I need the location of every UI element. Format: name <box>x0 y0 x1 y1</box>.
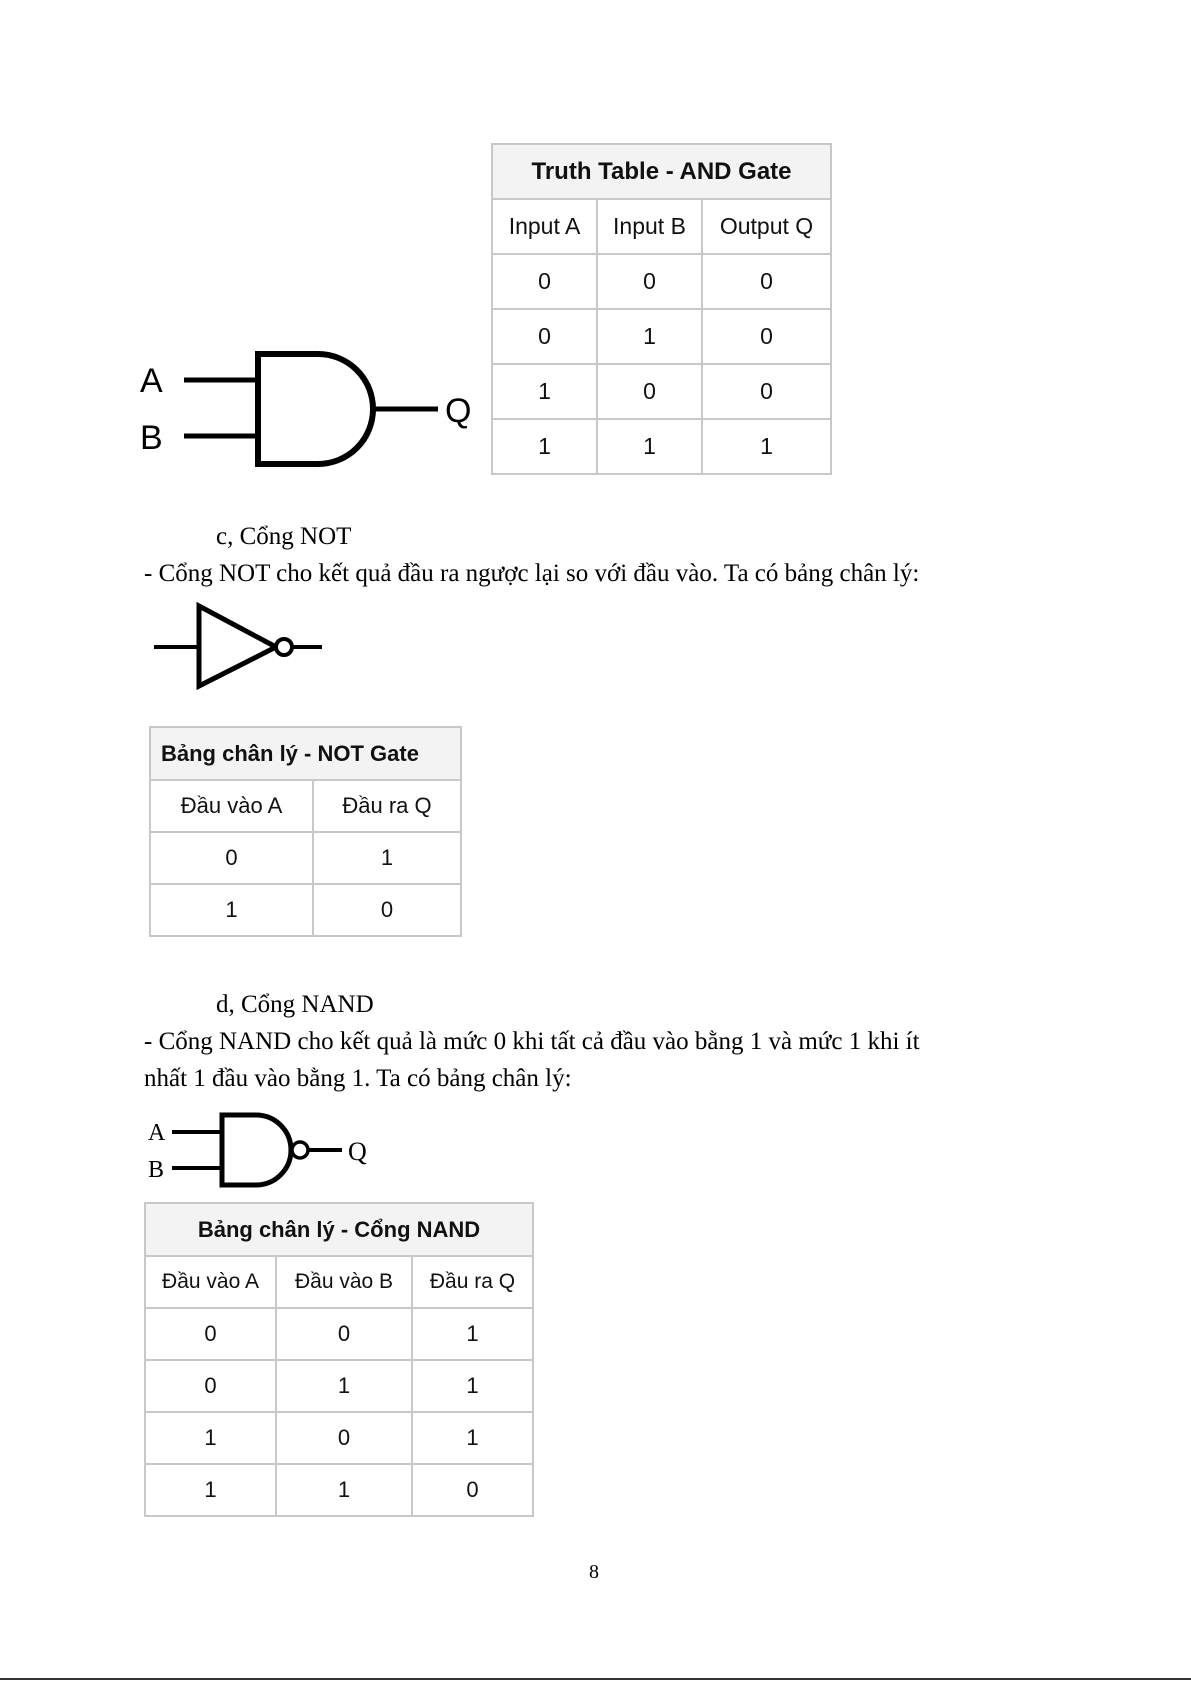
and-table-header: Input B <box>597 199 702 254</box>
table-cell: 0 <box>412 1464 533 1516</box>
table-cell: 0 <box>597 254 702 309</box>
and-gate-label-q: Q <box>445 392 472 430</box>
nand-gate-icon <box>148 1110 378 1196</box>
section-not-heading: c, Cổng NOT <box>216 523 352 550</box>
table-cell: 0 <box>702 309 831 364</box>
nand-truth-table <box>144 1202 534 1517</box>
table-row <box>492 419 831 474</box>
table-row <box>150 884 461 936</box>
and-gate-label-b: B <box>140 419 163 457</box>
table-cell: 1 <box>492 364 597 419</box>
table-row <box>145 1412 533 1464</box>
table-cell: 0 <box>313 884 461 936</box>
table-cell: 1 <box>150 884 313 936</box>
table-cell: 0 <box>597 364 702 419</box>
nand-gate-label-q: Q <box>348 1137 367 1166</box>
table-cell: 0 <box>145 1360 276 1412</box>
table-cell: 1 <box>412 1360 533 1412</box>
nand-gate-label-a: A <box>148 1120 166 1146</box>
table-row <box>492 254 831 309</box>
section-nand-description-2: nhất 1 đầu vào bằng 1. Ta có bảng chân lý: <box>144 1065 572 1092</box>
not-table-header: Đầu ra Q <box>313 780 461 832</box>
table-row <box>150 832 461 884</box>
table-cell: 0 <box>702 254 831 309</box>
not-truth-table <box>149 726 462 937</box>
table-cell: 1 <box>145 1412 276 1464</box>
table-cell: 1 <box>597 419 702 474</box>
table-cell: 1 <box>313 832 461 884</box>
not-table-header: Đầu vào A <box>150 780 313 832</box>
not-gate-icon <box>150 600 330 692</box>
table-cell: 0 <box>150 832 313 884</box>
table-cell: 1 <box>276 1360 412 1412</box>
and-table-title: Truth Table - AND Gate <box>492 144 831 199</box>
section-not-description: - Cổng NOT cho kết quả đầu ra ngược lại so với đầu vào. Ta có bảng chân lý: <box>144 560 920 587</box>
page-bottom-divider <box>0 1678 1191 1680</box>
table-cell: 1 <box>276 1464 412 1516</box>
table-cell: 0 <box>276 1308 412 1360</box>
and-gate-label-a: A <box>140 362 163 400</box>
section-nand-heading: d, Cổng NAND <box>216 991 374 1018</box>
table-cell: 1 <box>412 1308 533 1360</box>
page-number: 8 <box>589 1561 599 1583</box>
table-row <box>492 364 831 419</box>
table-row <box>145 1360 533 1412</box>
and-table-header: Input A <box>492 199 597 254</box>
table-cell: 0 <box>276 1412 412 1464</box>
table-cell: 0 <box>702 364 831 419</box>
table-cell: 1 <box>492 419 597 474</box>
nand-table-title: Bảng chân lý - Cổng NAND <box>145 1203 533 1256</box>
table-cell: 1 <box>597 309 702 364</box>
section-nand-description-1: - Cổng NAND cho kết quả là mức 0 khi tất cả đầu vào bằng 1 và mức 1 khi ít <box>144 1028 920 1055</box>
nand-table-header: Đầu vào A <box>145 1256 276 1308</box>
table-cell: 0 <box>492 309 597 364</box>
nand-table-header: Đầu ra Q <box>412 1256 533 1308</box>
table-cell: 1 <box>702 419 831 474</box>
not-table-title: Bảng chân lý - NOT Gate <box>150 727 461 780</box>
nand-table-header: Đầu vào B <box>276 1256 412 1308</box>
and-gate-icon <box>140 340 480 480</box>
table-cell: 1 <box>145 1464 276 1516</box>
table-row <box>492 309 831 364</box>
table-cell: 1 <box>412 1412 533 1464</box>
table-cell: 0 <box>145 1308 276 1360</box>
table-row <box>145 1308 533 1360</box>
table-cell: 0 <box>492 254 597 309</box>
and-table-header: Output Q <box>702 199 831 254</box>
and-truth-table <box>491 143 832 475</box>
nand-gate-label-b: B <box>148 1157 165 1183</box>
table-row <box>145 1464 533 1516</box>
